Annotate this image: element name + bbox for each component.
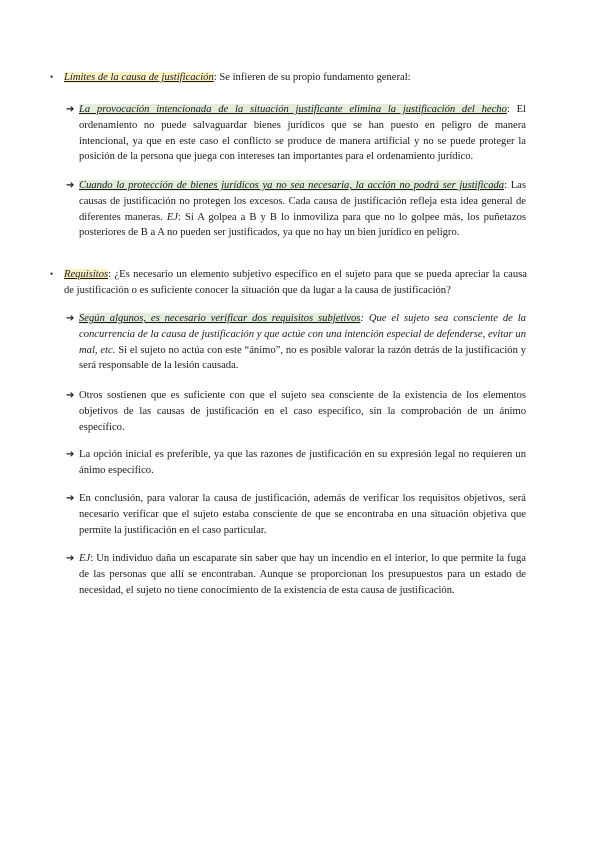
requisitos-item-1 (66, 311, 526, 374)
arrow-icon: ➔ (66, 449, 75, 460)
limits-item-2 (66, 178, 527, 241)
section-limits (48, 70, 527, 86)
requisitos-item-4 (66, 491, 526, 538)
requisitos-item-2-text: Otros sostienen que es suficiente con que el sujeto sea consciente de la existencia de los elementos objetivos de las causas de justificación en el caso específico, sin la comprobación de un ánimo específico. (79, 390, 526, 433)
arrow-icon: ➔ (66, 493, 75, 504)
requisitos-intro: : ¿Es necesario un elemento subjetivo específico en el sujeto para que se pueda apreciar la causa de justificación o es suficiente conocer la situación que da lugar a la causa de justificación? (64, 269, 527, 296)
bullet-icon: • (50, 269, 54, 279)
section-requisitos (48, 267, 527, 299)
requisitos-heading: Requisitos (64, 269, 109, 280)
requisitos-item-5-text: : Un individuo daña un escaparate sin saber que hay un incendio en el interior, lo que permite la fuga de las personas que allí se encontraban. Aunque se proporcionan los presupuestos para un estado de necesidad, el sujeto no tiene conocimiento de la existencia de esta causa de justificación. (79, 553, 526, 596)
limits-item-1 (66, 102, 526, 165)
limits-item-1-title: La provocación intencionada de la situación justificante elimina la justificación del hecho (79, 104, 507, 115)
arrow-icon: ➔ (66, 180, 75, 191)
ej-label: EJ (79, 553, 91, 564)
bullet-limits (48, 70, 527, 86)
ej-label: EJ (166, 211, 178, 223)
requisitos-item-3-text: La opción inicial es preferible, ya que las razones de justificación en su expresión legal no requieren un ánimo específico. (79, 449, 526, 476)
limits-item-2-text-after: : Si A golpea a B y B lo inmoviliza para que no lo golpee más, los puñetazos posteriores de B a A no pueden ser justificados, ya que no hay un bien jurídico en peligro. (79, 211, 526, 239)
arrow-icon: ➔ (66, 313, 75, 324)
arrow-icon: ➔ (66, 104, 75, 115)
limits-item-2-title: Cuando la protección de bienes jurídicos ya no sea necesaria, la acción no podrá ser justificada (79, 180, 505, 191)
limits-item-1-text: : El ordenamiento no puede salvaguardar bienes jurídicos que se han puesto en peligro de manera intencional, ya que en este caso el conflicto se produce de manera artificial y no se puede proteger la posición de la persona que juega con intereses tan importantes para el ordenamiento jurídico. (79, 104, 526, 163)
limits-heading: Límites de la causa de justificación (64, 72, 214, 83)
requisitos-item-2 (66, 388, 526, 435)
requisitos-item-5 (66, 551, 526, 598)
requisitos-item-4-text: En conclusión, para valorar la causa de justificación, además de verificar los requisitos objetivos, será necesario verificar que el sujeto estaba consciente de que se encontraba en una situación objetiva que permite la justificación en el caso particular. (79, 493, 526, 536)
limits-item-2-text-before: : Las causas de justificación no protegen los excesos. Cada causa de justificación refleja esta idea general de diferentes maneras. (79, 180, 527, 223)
bullet-requisitos (48, 267, 527, 299)
bullet-icon: • (50, 72, 54, 82)
arrow-icon: ➔ (66, 390, 75, 401)
requisitos-item-1-italic: : Que el sujeto sea consciente de la concurrencia de la causa de justificación y que actúe con una intención especial de defenderse, evitar un mal, etc. (79, 313, 526, 356)
limits-intro: : Se infieren de su propio fundamento general: (213, 72, 411, 83)
requisitos-item-1-text: Si el sujeto no actúa con este “ánimo”, no es posible valorar la razón detrás de la justificación y será responsable de la lesión causada. (79, 344, 526, 372)
arrow-icon: ➔ (66, 553, 75, 564)
requisitos-item-1-title: Según algunos, es necesario verificar dos requisitos subjetivos (79, 313, 361, 324)
requisitos-item-3 (66, 447, 526, 479)
